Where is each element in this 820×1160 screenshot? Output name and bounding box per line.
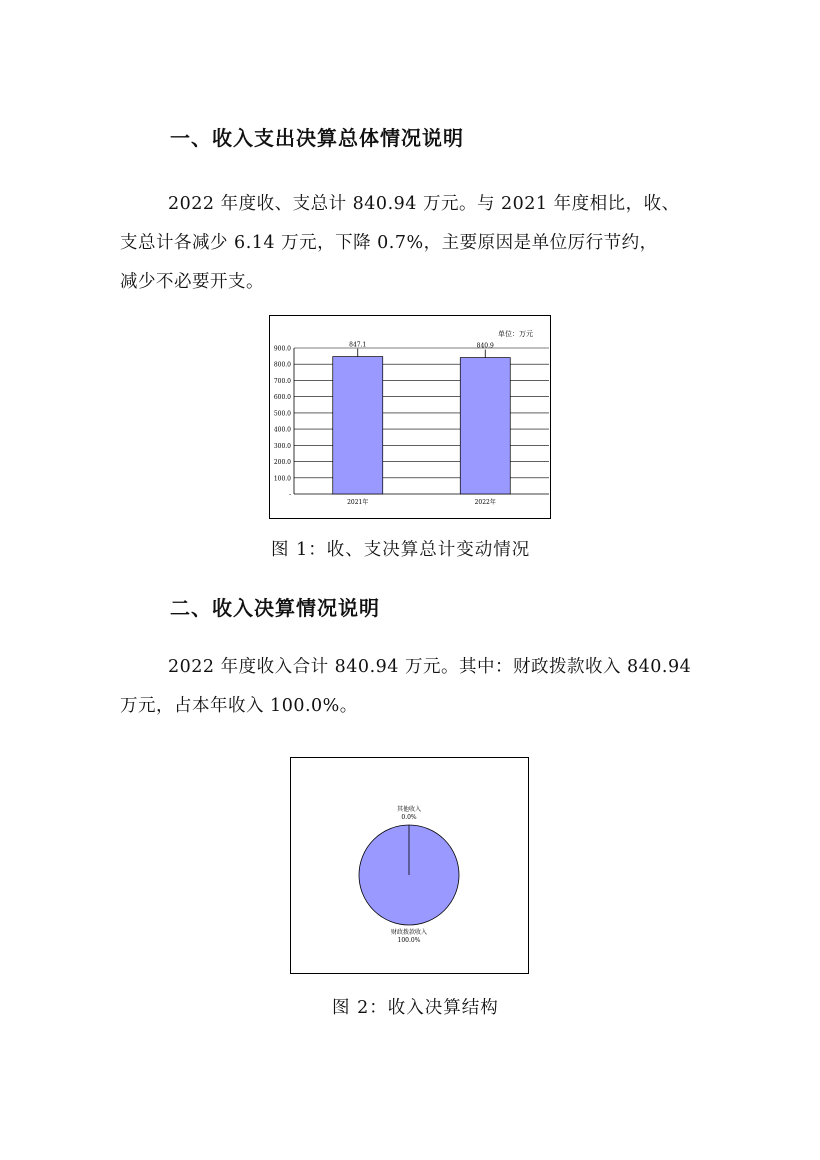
section2-paragraph bbox=[120, 648, 710, 726]
bar-chart-frame bbox=[269, 315, 551, 519]
bar-chart bbox=[270, 316, 550, 518]
section1-line-3: 减少不必要开支。 bbox=[120, 272, 264, 292]
y-tick-label: 900.0 bbox=[273, 345, 291, 353]
pie-chart-frame bbox=[290, 757, 529, 974]
figure1-caption: 图 1：收、支决算总计变动情况 bbox=[271, 540, 531, 560]
section1-paragraph bbox=[120, 185, 710, 302]
y-tick-label: 500.0 bbox=[273, 410, 291, 418]
x-tick-label: 2021年 bbox=[347, 499, 369, 506]
y-tick-label: 600.0 bbox=[273, 394, 291, 402]
pie-chart bbox=[291, 758, 528, 973]
section1-line-2: 支总计各减少 6.14 万元，下降 0.7%，主要原因是单位厉行节约， bbox=[120, 233, 658, 253]
y-tick-label: 400.0 bbox=[273, 426, 291, 434]
bar bbox=[333, 357, 383, 494]
y-tick-label: 300.0 bbox=[273, 442, 291, 450]
section2-line-2: 万元，占本年收入 100.0%。 bbox=[120, 696, 358, 716]
y-tick-label: 200.0 bbox=[273, 459, 291, 467]
pie-label: 财政拨款收入 bbox=[390, 929, 428, 936]
section2-line-1: 2022 年度收入合计 840.94 万元。其中：财政拨款收入 840.94 bbox=[168, 657, 692, 677]
y-tick-label: 700.0 bbox=[273, 377, 291, 385]
y-tick-label: 800.0 bbox=[273, 361, 291, 369]
figure2-caption: 图 2：收入决算结构 bbox=[332, 998, 499, 1018]
section1-heading: 一、收入支出决算总体情况说明 bbox=[170, 126, 464, 150]
unit-label: 单位：万元 bbox=[498, 330, 533, 338]
bar-data-label: 840.9 bbox=[476, 342, 494, 350]
y-tick-label: 100.0 bbox=[273, 475, 291, 483]
pie-percent-label: 0.0% bbox=[401, 814, 417, 821]
pie-percent-label: 100.0% bbox=[397, 937, 421, 944]
bar bbox=[460, 358, 510, 494]
section2-heading: 二、收入决算情况说明 bbox=[170, 596, 380, 620]
section1-line-1: 2022 年度收、支总计 840.94 万元。与 2021 年度相比，收、 bbox=[168, 194, 680, 214]
bar-data-label: 847.1 bbox=[349, 341, 367, 349]
pie-label: 其他收入 bbox=[396, 806, 422, 813]
x-tick-label: 2022年 bbox=[474, 499, 496, 506]
y-tick-label: - bbox=[288, 491, 291, 499]
